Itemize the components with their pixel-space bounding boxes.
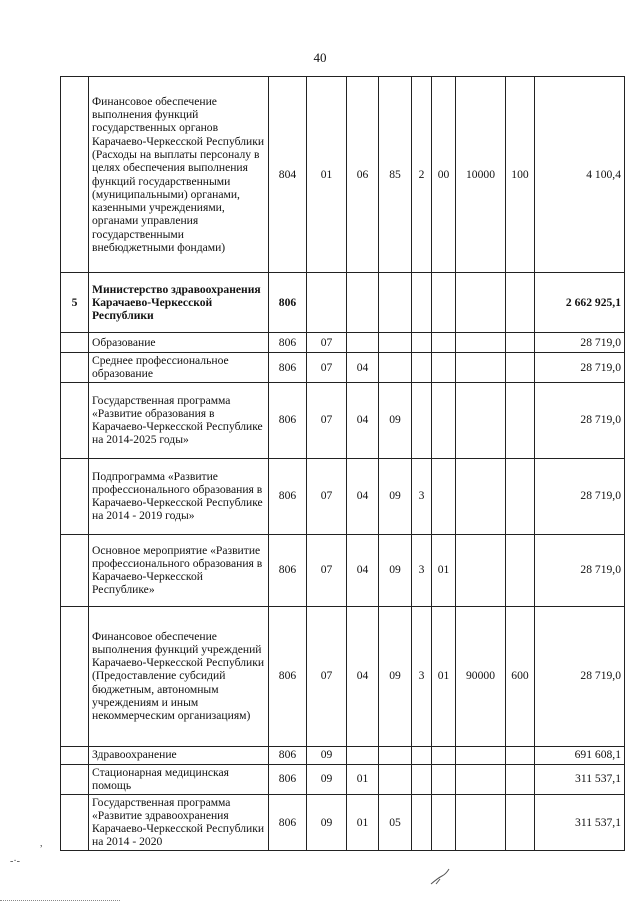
cell-p3 bbox=[432, 746, 456, 764]
page-number: 40 bbox=[313, 50, 327, 65]
cell-rz: 07 bbox=[307, 333, 347, 353]
cell-vr bbox=[506, 333, 535, 353]
cell-p2 bbox=[412, 746, 432, 764]
cell-idx bbox=[61, 746, 89, 764]
cell-pr: 01 bbox=[347, 794, 379, 850]
budget-table bbox=[60, 76, 625, 851]
cell-p4 bbox=[456, 353, 506, 383]
table-row bbox=[61, 794, 625, 850]
cell-name: Государственная программа «Развитие здравоохранения Карачаево-Черкесской Республики на 2014 - 2020 bbox=[89, 794, 269, 850]
cell-p4 bbox=[456, 458, 506, 534]
cell-rz bbox=[307, 273, 347, 333]
cell-p2 bbox=[412, 273, 432, 333]
cell-name: Финансовое обеспечение выполнения функций учреждений Карачаево-Черкесской Республики (Предоставление субсидий бюджетным, автономным учреждениям и иным некоммерческим организациям) bbox=[89, 606, 269, 746]
table-row bbox=[61, 77, 625, 273]
cell-p1: 09 bbox=[379, 458, 412, 534]
cell-name: Образование bbox=[89, 333, 269, 353]
cell-pr bbox=[347, 746, 379, 764]
cell-sum: 28 719,0 bbox=[535, 353, 625, 383]
cell-rz: 07 bbox=[307, 606, 347, 746]
cell-code: 806 bbox=[269, 382, 307, 458]
cell-p3: 01 bbox=[432, 534, 456, 606]
cell-p4: 90000 bbox=[456, 606, 506, 746]
cell-p2: 3 bbox=[412, 534, 432, 606]
cell-sum: 28 719,0 bbox=[535, 534, 625, 606]
cell-sum: 28 719,0 bbox=[535, 333, 625, 353]
cell-idx bbox=[61, 382, 89, 458]
cell-p4 bbox=[456, 382, 506, 458]
cell-rz: 09 bbox=[307, 746, 347, 764]
cell-code: 806 bbox=[269, 746, 307, 764]
cell-p4 bbox=[456, 333, 506, 353]
cell-p3 bbox=[432, 333, 456, 353]
cell-name: Подпрограмма «Развитие профессионального образования в Карачаево-Черкесской Республике на 2014 - 2019 годы» bbox=[89, 458, 269, 534]
pen-mark-icon bbox=[428, 864, 452, 888]
cell-p2 bbox=[412, 794, 432, 850]
cell-vr bbox=[506, 273, 535, 333]
cell-name: Государственная программа «Развитие образования в Карачаево-Черкесской Республике на 2014-2025 годы» bbox=[89, 382, 269, 458]
cell-p3 bbox=[432, 794, 456, 850]
cell-p1: 09 bbox=[379, 534, 412, 606]
cell-p2 bbox=[412, 764, 432, 794]
table-row bbox=[61, 458, 625, 534]
cell-p3 bbox=[432, 764, 456, 794]
table-row bbox=[61, 746, 625, 764]
cell-vr bbox=[506, 534, 535, 606]
cell-vr bbox=[506, 353, 535, 383]
cell-p2 bbox=[412, 353, 432, 383]
cell-rz: 01 bbox=[307, 77, 347, 273]
table-row bbox=[61, 606, 625, 746]
cell-idx bbox=[61, 77, 89, 273]
cell-idx bbox=[61, 794, 89, 850]
cell-code: 806 bbox=[269, 606, 307, 746]
cell-p1: 09 bbox=[379, 606, 412, 746]
cell-name: Здравоохранение bbox=[89, 746, 269, 764]
table-row bbox=[61, 534, 625, 606]
cell-name: Министерство здравоохранения Карачаево-Черкесской Республики bbox=[89, 273, 269, 333]
cell-p3: 01 bbox=[432, 606, 456, 746]
cell-sum: 28 719,0 bbox=[535, 458, 625, 534]
cell-code: 806 bbox=[269, 458, 307, 534]
cell-p4 bbox=[456, 764, 506, 794]
cell-name: Основное мероприятие «Развитие профессионального образования в Карачаево-Черкесской Республике» bbox=[89, 534, 269, 606]
cell-p3: 00 bbox=[432, 77, 456, 273]
cell-code: 806 bbox=[269, 353, 307, 383]
cell-sum: 691 608,1 bbox=[535, 746, 625, 764]
table-row bbox=[61, 353, 625, 383]
cell-pr: 04 bbox=[347, 353, 379, 383]
cell-pr: 04 bbox=[347, 382, 379, 458]
cell-p2 bbox=[412, 382, 432, 458]
cell-pr bbox=[347, 273, 379, 333]
cell-pr: 04 bbox=[347, 534, 379, 606]
cell-idx bbox=[61, 458, 89, 534]
cell-sum: 28 719,0 bbox=[535, 606, 625, 746]
cell-sum: 28 719,0 bbox=[535, 382, 625, 458]
cell-name: Среднее профессиональное образование bbox=[89, 353, 269, 383]
cell-name: Финансовое обеспечение выполнения функций государственных органов Карачаево-Черкесской Республики (Расходы на выплаты персоналу в целях обеспечения выполнения функций государственными (муниципальными) органами, казенными учреждениями, органами управления государственными внебюджетными фондами) bbox=[89, 77, 269, 273]
cell-code: 806 bbox=[269, 534, 307, 606]
cell-code: 806 bbox=[269, 794, 307, 850]
cell-p2: 3 bbox=[412, 606, 432, 746]
cell-p1: 05 bbox=[379, 794, 412, 850]
cell-p4 bbox=[456, 746, 506, 764]
scan-mark: -·- bbox=[10, 856, 20, 867]
cell-idx: 5 bbox=[61, 273, 89, 333]
cell-rz: 07 bbox=[307, 382, 347, 458]
cell-code: 806 bbox=[269, 764, 307, 794]
cell-sum: 311 537,1 bbox=[535, 764, 625, 794]
cell-vr bbox=[506, 794, 535, 850]
cell-code: 804 bbox=[269, 77, 307, 273]
scan-edge-line bbox=[0, 900, 120, 901]
cell-pr: 06 bbox=[347, 77, 379, 273]
cell-rz: 07 bbox=[307, 353, 347, 383]
cell-rz: 07 bbox=[307, 534, 347, 606]
cell-code: 806 bbox=[269, 333, 307, 353]
table-row bbox=[61, 764, 625, 794]
cell-pr bbox=[347, 333, 379, 353]
cell-p2 bbox=[412, 333, 432, 353]
cell-sum: 2 662 925,1 bbox=[535, 273, 625, 333]
cell-sum: 311 537,1 bbox=[535, 794, 625, 850]
cell-p1 bbox=[379, 273, 412, 333]
cell-name: Стационарная медицинская помощь bbox=[89, 764, 269, 794]
cell-idx bbox=[61, 353, 89, 383]
budget-table-body bbox=[61, 77, 625, 851]
cell-p1: 85 bbox=[379, 77, 412, 273]
cell-p1 bbox=[379, 333, 412, 353]
cell-pr: 04 bbox=[347, 458, 379, 534]
cell-rz: 07 bbox=[307, 458, 347, 534]
cell-pr: 01 bbox=[347, 764, 379, 794]
cell-p3 bbox=[432, 458, 456, 534]
cell-vr: 100 bbox=[506, 77, 535, 273]
cell-p2: 2 bbox=[412, 77, 432, 273]
cell-rz: 09 bbox=[307, 764, 347, 794]
cell-code: 806 bbox=[269, 273, 307, 333]
table-row bbox=[61, 273, 625, 333]
cell-p4: 10000 bbox=[456, 77, 506, 273]
scan-mark: , bbox=[40, 838, 43, 849]
cell-vr: 600 bbox=[506, 606, 535, 746]
cell-p3 bbox=[432, 353, 456, 383]
cell-sum: 4 100,4 bbox=[535, 77, 625, 273]
cell-idx bbox=[61, 534, 89, 606]
cell-p3 bbox=[432, 382, 456, 458]
cell-vr bbox=[506, 746, 535, 764]
cell-rz: 09 bbox=[307, 794, 347, 850]
cell-idx bbox=[61, 606, 89, 746]
cell-p4 bbox=[456, 273, 506, 333]
cell-p1 bbox=[379, 353, 412, 383]
cell-vr bbox=[506, 458, 535, 534]
cell-p4 bbox=[456, 534, 506, 606]
cell-p1 bbox=[379, 746, 412, 764]
cell-idx bbox=[61, 764, 89, 794]
cell-vr bbox=[506, 764, 535, 794]
table-row bbox=[61, 333, 625, 353]
cell-p1: 09 bbox=[379, 382, 412, 458]
cell-p2: 3 bbox=[412, 458, 432, 534]
cell-pr: 04 bbox=[347, 606, 379, 746]
cell-p3 bbox=[432, 273, 456, 333]
cell-idx bbox=[61, 333, 89, 353]
table-row bbox=[61, 382, 625, 458]
cell-p4 bbox=[456, 794, 506, 850]
cell-vr bbox=[506, 382, 535, 458]
cell-p1 bbox=[379, 764, 412, 794]
